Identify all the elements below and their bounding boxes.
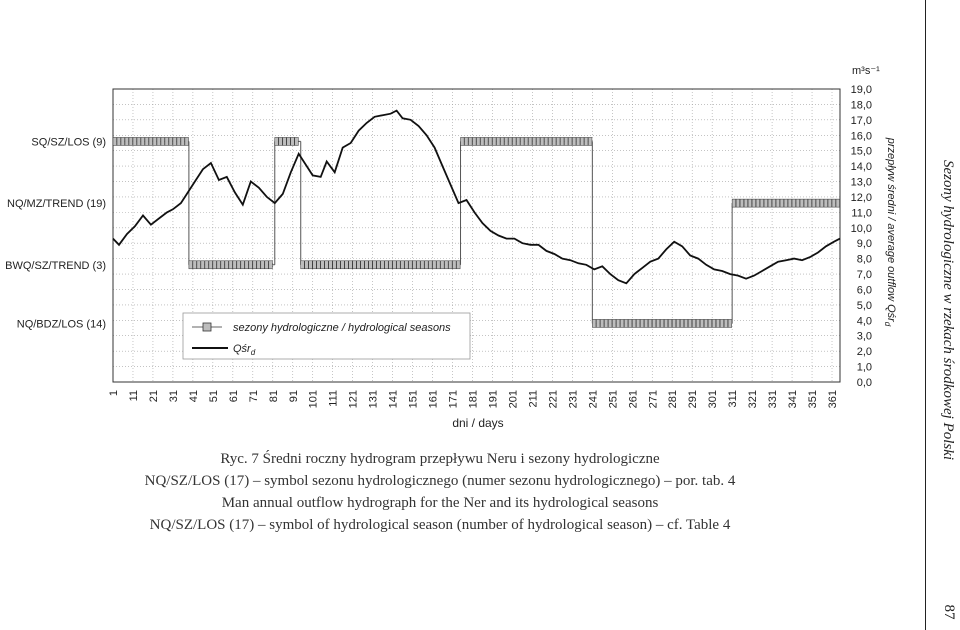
season-marker xyxy=(700,319,704,327)
season-marker xyxy=(197,261,201,269)
season-marker xyxy=(445,261,449,269)
season-marker xyxy=(556,137,560,145)
season-marker xyxy=(516,137,520,145)
season-category-label: NQ/BDZ/LOS (14) xyxy=(16,318,106,331)
season-marker xyxy=(295,137,299,145)
season-marker xyxy=(740,199,744,207)
season-marker xyxy=(640,319,644,327)
season-marker xyxy=(628,319,632,327)
caption-line-pl-title: Ryc. 7 Średni roczny hydrogram przepływu Neru i sezony hydrologiczne xyxy=(220,451,660,467)
season-marker xyxy=(748,199,752,207)
y-axis-label: przepływ średni / average outflow Qśr$_d$ xyxy=(883,137,897,327)
season-marker xyxy=(800,199,804,207)
season-marker xyxy=(712,319,716,327)
season-category-label: BWQ/SZ/TREND (3) xyxy=(5,259,106,272)
season-marker xyxy=(652,319,656,327)
season-marker xyxy=(816,199,820,207)
season-marker xyxy=(688,319,692,327)
x-tick-label: 281 xyxy=(667,390,680,409)
x-tick-label: 61 xyxy=(227,390,240,403)
x-tick-label: 151 xyxy=(407,390,420,409)
x-tick-label: 161 xyxy=(427,390,440,409)
y-tick-label: 18,0 xyxy=(850,99,872,112)
season-marker xyxy=(724,319,728,327)
season-marker xyxy=(169,137,173,145)
season-marker xyxy=(736,199,740,207)
season-marker xyxy=(620,319,624,327)
season-marker xyxy=(291,137,295,145)
season-marker xyxy=(828,199,832,207)
season-marker xyxy=(776,199,780,207)
season-marker xyxy=(205,261,209,269)
season-marker xyxy=(576,137,580,145)
season-marker xyxy=(461,137,465,145)
season-marker xyxy=(177,137,181,145)
season-marker xyxy=(449,261,453,269)
y-tick-label: 14,0 xyxy=(850,161,872,174)
y-tick-label: 1,0 xyxy=(856,361,872,374)
season-marker xyxy=(189,261,193,269)
x-tick-label: 271 xyxy=(647,390,660,409)
season-marker xyxy=(648,319,652,327)
unit-label: m³s⁻¹ xyxy=(852,65,880,77)
x-tick-label: 361 xyxy=(827,390,840,409)
season-marker xyxy=(469,137,473,145)
x-tick-label: 101 xyxy=(307,390,320,409)
season-marker xyxy=(233,261,237,269)
season-marker xyxy=(181,137,185,145)
season-marker xyxy=(832,199,836,207)
season-marker xyxy=(684,319,688,327)
x-tick-label: 171 xyxy=(447,390,460,409)
season-marker xyxy=(393,261,397,269)
x-tick-label: 111 xyxy=(327,390,340,407)
season-marker xyxy=(568,137,572,145)
season-marker xyxy=(377,261,381,269)
season-marker xyxy=(720,319,724,327)
season-marker xyxy=(536,137,540,145)
season-marker xyxy=(397,261,401,269)
season-marker xyxy=(149,137,153,145)
season-marker xyxy=(401,261,405,269)
margin-rule xyxy=(925,0,960,630)
season-category-label: SQ/SZ/LOS (9) xyxy=(31,136,106,149)
y-tick-label: 2,0 xyxy=(856,346,872,359)
season-marker xyxy=(672,319,676,327)
season-marker xyxy=(173,137,177,145)
x-tick-label: 1 xyxy=(108,390,120,397)
season-marker xyxy=(389,261,393,269)
caption-line-en-title: Man annual outflow hydrograph for the Ner and its hydrological seasons xyxy=(221,495,659,511)
season-marker xyxy=(772,199,776,207)
season-marker xyxy=(608,319,612,327)
x-tick-label: 301 xyxy=(707,390,720,409)
season-marker xyxy=(836,199,840,207)
season-marker xyxy=(333,261,337,269)
season-marker xyxy=(453,261,457,269)
season-marker xyxy=(528,137,532,145)
season-marker xyxy=(193,261,197,269)
season-marker xyxy=(141,137,145,145)
x-tick-label: 241 xyxy=(587,390,600,409)
season-marker xyxy=(592,319,596,327)
x-tick-label: 121 xyxy=(347,390,360,409)
y-tick-label: 16,0 xyxy=(850,130,872,143)
season-marker xyxy=(257,261,261,269)
y-tick-label: 3,0 xyxy=(856,330,872,343)
season-marker xyxy=(161,137,165,145)
season-marker xyxy=(261,261,265,269)
season-marker xyxy=(600,319,604,327)
x-tick-label: 11 xyxy=(127,390,140,402)
season-marker xyxy=(732,199,736,207)
x-tick-label: 21 xyxy=(147,390,160,403)
season-marker xyxy=(349,261,353,269)
season-marker xyxy=(385,261,389,269)
season-marker xyxy=(301,261,305,269)
season-marker xyxy=(496,137,500,145)
season-marker xyxy=(744,199,748,207)
season-marker xyxy=(632,319,636,327)
y-tick-label: 8,0 xyxy=(856,253,872,266)
season-marker xyxy=(764,199,768,207)
x-tick-label: 351 xyxy=(807,390,820,409)
season-marker xyxy=(421,261,425,269)
season-marker xyxy=(792,199,796,207)
season-marker xyxy=(209,261,213,269)
season-marker xyxy=(275,137,279,145)
y-tick-label: 4,0 xyxy=(856,315,872,328)
season-marker xyxy=(345,261,349,269)
x-tick-label: 81 xyxy=(267,390,280,403)
y-tick-label: 10,0 xyxy=(850,222,872,235)
season-marker xyxy=(417,261,421,269)
season-marker xyxy=(283,137,287,145)
season-marker xyxy=(780,199,784,207)
season-marker xyxy=(820,199,824,207)
season-marker xyxy=(548,137,552,145)
season-marker xyxy=(788,199,792,207)
season-marker xyxy=(341,261,345,269)
x-tick-label: 181 xyxy=(467,390,480,409)
page-number: 87 xyxy=(941,604,957,620)
season-category-label: NQ/MZ/TREND (19) xyxy=(7,198,106,211)
season-category-labels xyxy=(5,136,106,330)
season-marker xyxy=(309,261,313,269)
season-marker xyxy=(465,137,469,145)
figure-caption xyxy=(0,448,880,536)
season-marker xyxy=(113,137,117,145)
season-marker xyxy=(157,137,161,145)
season-marker xyxy=(612,319,616,327)
season-marker xyxy=(241,261,245,269)
season-marker xyxy=(680,319,684,327)
season-marker xyxy=(676,319,680,327)
season-marker xyxy=(504,137,508,145)
season-marker xyxy=(321,261,325,269)
season-marker xyxy=(716,319,720,327)
x-tick-label: 191 xyxy=(487,390,500,409)
season-marker xyxy=(329,261,333,269)
season-marker xyxy=(696,319,700,327)
season-marker xyxy=(265,261,269,269)
season-marker xyxy=(249,261,253,269)
season-marker xyxy=(305,261,309,269)
season-marker xyxy=(656,319,660,327)
season-marker xyxy=(365,261,369,269)
caption-line-en-legend: NQ/SZ/LOS (17) – symbol of hydrological season (number of hydrological season) – cf. Table 4 xyxy=(149,517,731,533)
season-marker xyxy=(325,261,329,269)
x-tick-label: 251 xyxy=(607,390,620,409)
season-marker xyxy=(644,319,648,327)
season-marker xyxy=(756,199,760,207)
season-marker xyxy=(596,319,600,327)
x-tick-label: 341 xyxy=(787,390,800,409)
season-marker xyxy=(133,137,137,145)
season-marker xyxy=(217,261,221,269)
x-tick-label: 31 xyxy=(167,390,180,403)
x-tick-label: 261 xyxy=(627,390,640,409)
caption-line-pl-legend: NQ/SZ/LOS (17) – symbol sezonu hydrologicznego (numer sezonu hydrologicznego) – por. tab. 4 xyxy=(144,473,736,489)
season-marker xyxy=(153,137,157,145)
y-tick-label: 19,0 xyxy=(850,84,872,96)
x-tick-label: 291 xyxy=(687,390,700,409)
season-marker xyxy=(269,261,273,269)
legend-box xyxy=(183,313,470,359)
season-marker xyxy=(381,261,385,269)
season-marker xyxy=(480,137,484,145)
legend-season-swatch xyxy=(203,323,211,331)
x-tick-label: 211 xyxy=(527,390,540,408)
season-marker xyxy=(477,137,481,145)
season-marker xyxy=(564,137,568,145)
y-tick-label: 11,0 xyxy=(851,207,872,220)
season-marker xyxy=(604,319,608,327)
season-marker xyxy=(373,261,377,269)
season-marker xyxy=(433,261,437,269)
season-marker xyxy=(552,137,556,145)
season-marker xyxy=(584,137,588,145)
season-marker xyxy=(279,137,283,145)
season-marker xyxy=(704,319,708,327)
season-marker xyxy=(317,261,321,269)
season-marker xyxy=(824,199,828,207)
x-tick-label: 51 xyxy=(207,390,220,403)
season-marker xyxy=(488,137,492,145)
season-marker xyxy=(409,261,413,269)
season-marker xyxy=(129,137,133,145)
season-marker xyxy=(808,199,812,207)
season-marker xyxy=(357,261,361,269)
y-tick-label: 15,0 xyxy=(850,145,872,158)
season-marker xyxy=(560,137,564,145)
season-marker xyxy=(473,137,477,145)
x-tick-label: 91 xyxy=(287,390,300,403)
season-marker xyxy=(457,261,461,269)
x-tick-label: 321 xyxy=(747,390,760,409)
x-tick-label: 201 xyxy=(507,390,520,409)
season-marker xyxy=(692,319,696,327)
x-tick-label: 41 xyxy=(187,390,200,403)
season-marker xyxy=(361,261,365,269)
x-tick-label: 131 xyxy=(367,390,380,409)
y-tick-label: 17,0 xyxy=(850,114,872,127)
season-marker xyxy=(668,319,672,327)
season-marker xyxy=(708,319,712,327)
season-marker xyxy=(237,261,241,269)
season-marker xyxy=(405,261,409,269)
season-marker xyxy=(588,137,592,145)
y-tick-label: 5,0 xyxy=(856,299,872,312)
season-marker xyxy=(121,137,125,145)
legend xyxy=(183,313,470,359)
season-marker xyxy=(369,261,373,269)
season-marker xyxy=(812,199,816,207)
season-marker xyxy=(441,261,445,269)
season-marker xyxy=(413,261,417,269)
season-marker xyxy=(145,137,149,145)
season-marker xyxy=(524,137,528,145)
season-marker xyxy=(201,261,205,269)
season-marker xyxy=(437,261,441,269)
season-marker xyxy=(245,261,249,269)
season-marker xyxy=(117,137,121,145)
y-tick-label: 0,0 xyxy=(856,377,872,389)
season-marker xyxy=(137,137,141,145)
season-marker xyxy=(508,137,512,145)
y-tick-label: 13,0 xyxy=(850,176,872,189)
season-marker xyxy=(540,137,544,145)
y-tick-label: 6,0 xyxy=(856,284,872,297)
season-marker xyxy=(572,137,576,145)
x-tick-label: 311 xyxy=(727,390,740,408)
x-tick-labels xyxy=(108,390,839,408)
season-marker xyxy=(225,261,229,269)
season-marker xyxy=(221,261,225,269)
y-tick-labels xyxy=(851,84,872,389)
season-marker xyxy=(425,261,429,269)
season-marker xyxy=(520,137,524,145)
season-marker xyxy=(544,137,548,145)
season-marker xyxy=(500,137,504,145)
season-marker xyxy=(484,137,488,145)
season-marker xyxy=(213,261,217,269)
x-tick-label: 141 xyxy=(387,390,400,409)
season-marker xyxy=(229,261,233,269)
season-marker xyxy=(616,319,620,327)
season-marker xyxy=(664,319,668,327)
season-marker xyxy=(624,319,628,327)
y-tick-label: 9,0 xyxy=(856,238,872,251)
season-marker xyxy=(760,199,764,207)
x-tick-label: 71 xyxy=(247,390,260,403)
running-head: Sezony hydrologiczne w rzekach środkowej Polski xyxy=(940,159,956,461)
season-marker xyxy=(337,261,341,269)
season-marker xyxy=(636,319,640,327)
x-axis-label: dni / days xyxy=(452,416,504,430)
season-marker xyxy=(165,137,169,145)
season-marker xyxy=(784,199,788,207)
y-tick-label: 12,0 xyxy=(850,191,872,204)
season-marker xyxy=(313,261,317,269)
season-marker xyxy=(660,319,664,327)
x-tick-label: 231 xyxy=(567,390,580,409)
season-marker xyxy=(512,137,516,145)
season-marker xyxy=(580,137,584,145)
season-marker xyxy=(429,261,433,269)
season-marker xyxy=(353,261,357,269)
season-marker xyxy=(768,199,772,207)
season-marker xyxy=(752,199,756,207)
season-marker xyxy=(185,137,189,145)
legend-season-label: sezony hydrologiczne / hydrological seasons xyxy=(233,322,451,334)
season-marker xyxy=(728,319,732,327)
season-marker xyxy=(492,137,496,145)
legend-line-label: Qśr$_d$ xyxy=(233,343,256,357)
x-tick-label: 331 xyxy=(767,390,780,409)
season-marker xyxy=(804,199,808,207)
season-marker xyxy=(532,137,536,145)
season-marker xyxy=(253,261,257,269)
season-marker xyxy=(796,199,800,207)
season-marker xyxy=(125,137,129,145)
x-tick-label: 221 xyxy=(547,390,560,409)
y-tick-label: 7,0 xyxy=(856,269,872,282)
season-marker xyxy=(287,137,291,145)
